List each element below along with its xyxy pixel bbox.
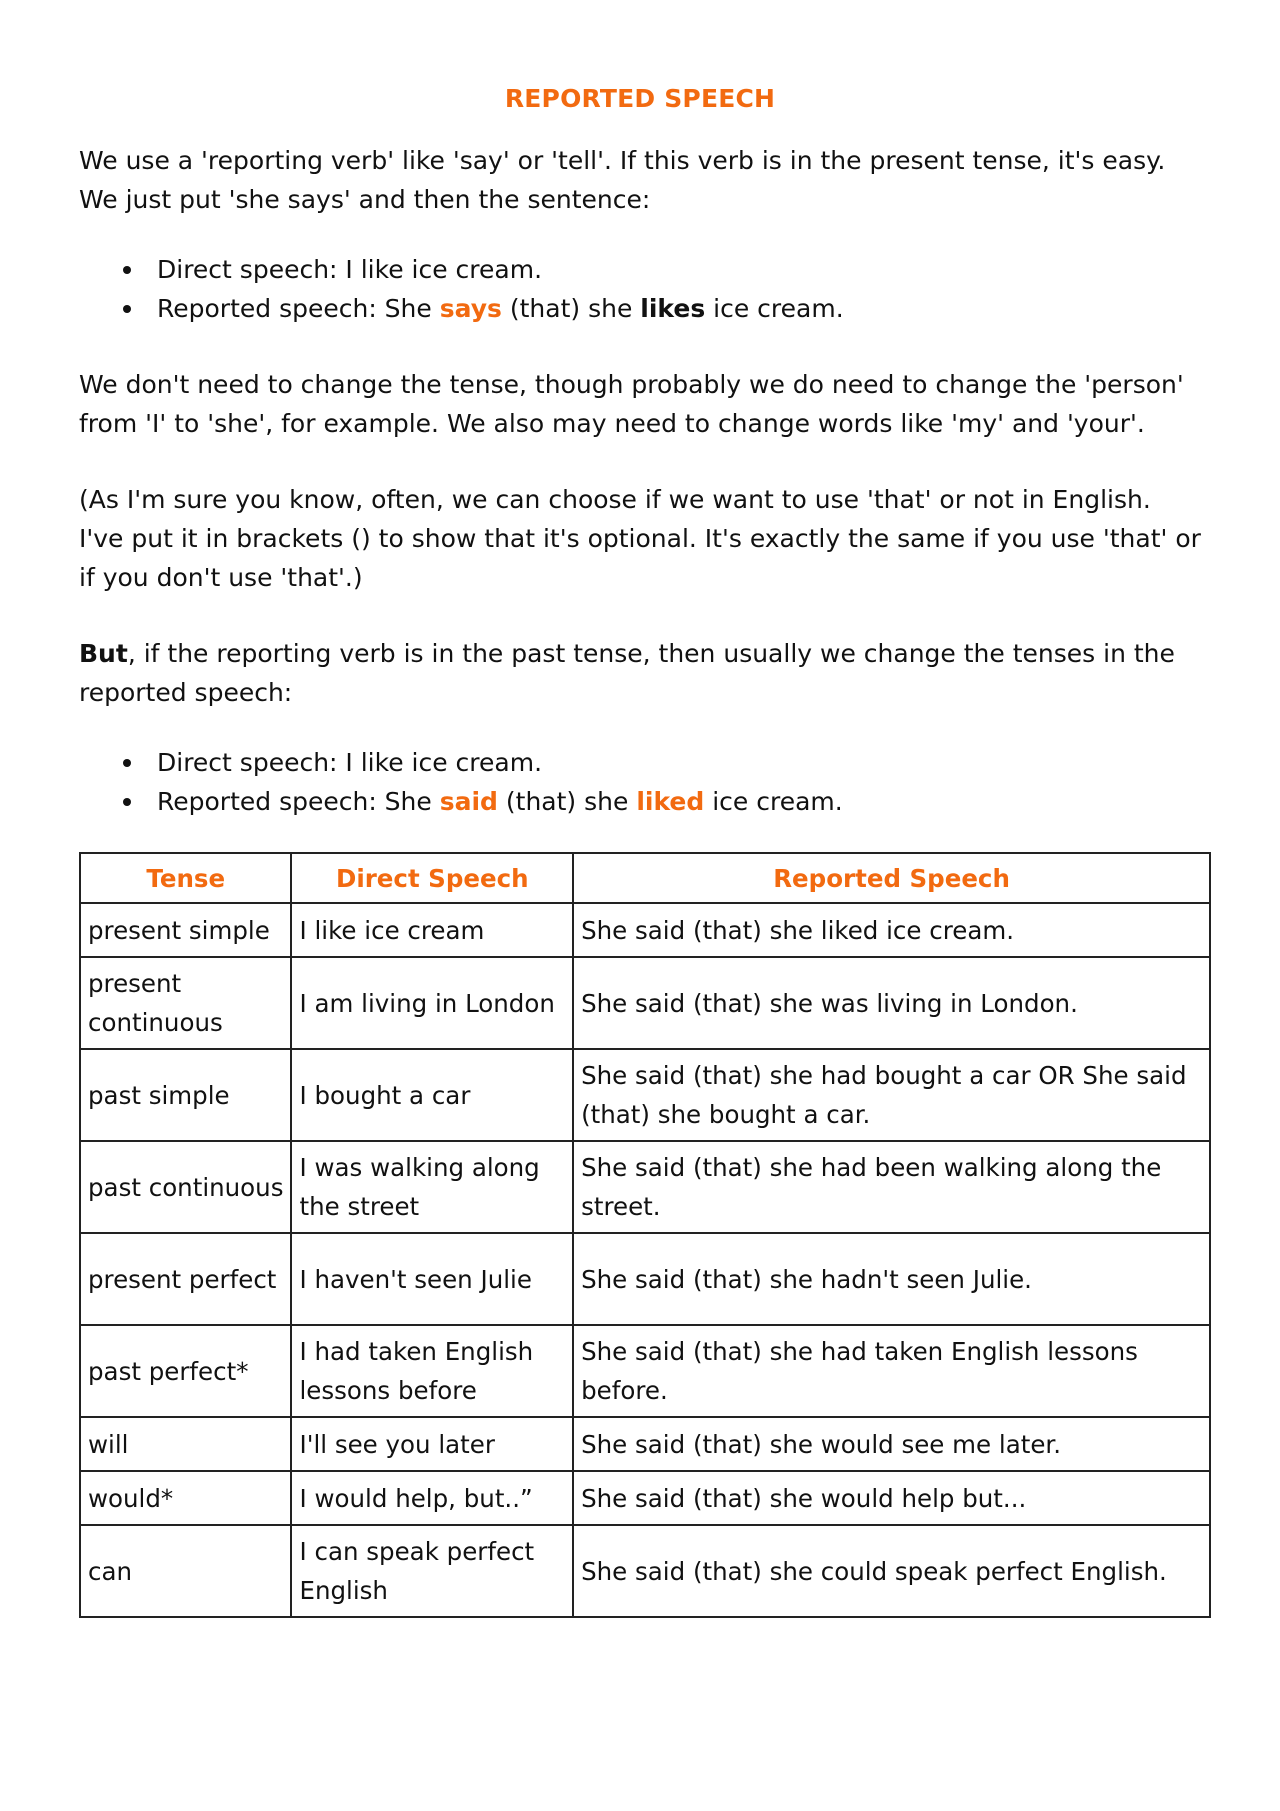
direct-cell: I had taken English lessons before [291, 1325, 573, 1417]
table-row [80, 1417, 1210, 1471]
table-row [80, 1049, 1210, 1141]
past-example-list [79, 743, 1201, 821]
reported-cell: She said (that) she would help but... [573, 1471, 1210, 1525]
list-item: Direct speech: I like ice cream. [157, 743, 1201, 782]
reported-cell: She said (that) she hadn't seen Julie. [573, 1233, 1210, 1325]
reported-cell: She said (that) she could speak perfect English. [573, 1525, 1210, 1617]
tense-cell: present continuous [80, 957, 291, 1049]
list-item: Reported speech: She said (that) she liked ice cream. [157, 782, 1201, 821]
table-row [80, 957, 1210, 1049]
that-note-paragraph: (As I'm sure you know, often, we can choose if we want to use 'that' or not in English. I've put it in brackets () to show that it's optional. It's exactly the same if you use 'that' or if you don't use 'that'.) [79, 485, 1201, 592]
tense-cell: will [80, 1417, 291, 1471]
highlight-verb: says [439, 294, 502, 323]
column-header-reported: Reported Speech [573, 853, 1210, 903]
direct-cell: I'll see you later [291, 1417, 573, 1471]
reported-cell: She said (that) she would see me later. [573, 1417, 1210, 1471]
column-header-direct: Direct Speech [291, 853, 573, 903]
tense-table [79, 852, 1211, 1618]
table-header-row [80, 853, 1210, 903]
reported-cell: She said (that) she had been walking along the street. [573, 1141, 1210, 1233]
direct-cell: I am living in London [291, 957, 573, 1049]
direct-cell: I like ice cream [291, 903, 573, 957]
tense-cell: can [80, 1525, 291, 1617]
list-item: Direct speech: I like ice cream. [157, 250, 1201, 289]
table-row [80, 1233, 1210, 1325]
reported-cell: She said (that) she liked ice cream. [573, 903, 1210, 957]
page-title: REPORTED SPEECH [504, 84, 776, 113]
highlight-verb: said [439, 787, 498, 816]
present-example-list [79, 250, 1201, 328]
tense-cell: present simple [80, 903, 291, 957]
reported-cell: She said (that) she was living in London. [573, 957, 1210, 1049]
direct-cell: I would help, but..” [291, 1471, 573, 1525]
past-tense-paragraph: But, if the reporting verb is in the past tense, then usually we change the tenses in the reported speech: [79, 639, 1175, 707]
list-item: Reported speech: She says (that) she likes ice cream. [157, 289, 1201, 328]
bold-verb: likes [640, 294, 706, 323]
reported-cell: She said (that) she had bought a car OR She said (that) she bought a car. [573, 1049, 1210, 1141]
table-row [80, 1471, 1210, 1525]
intro-paragraph: We use a 'reporting verb' like 'say' or 'tell'. If this verb is in the present tense, it's easy. We just put 'she says' and then the sentence: [79, 146, 1166, 214]
table-row [80, 1525, 1210, 1617]
reported-cell: She said (that) she had taken English lessons before. [573, 1325, 1210, 1417]
direct-cell: I haven't seen Julie [291, 1233, 573, 1325]
table-row [80, 1141, 1210, 1233]
tense-cell: past continuous [80, 1141, 291, 1233]
tense-cell: present perfect [80, 1233, 291, 1325]
column-header-tense: Tense [80, 853, 291, 903]
tense-cell: would* [80, 1471, 291, 1525]
direct-cell: I bought a car [291, 1049, 573, 1141]
tense-note-paragraph: We don't need to change the tense, though probably we do need to change the 'person' from 'I' to 'she', for example. We also may need to change words like 'my' and 'your'. [79, 370, 1184, 438]
highlight-verb: liked [636, 787, 705, 816]
bold-but: But [79, 639, 128, 668]
tense-cell: past simple [80, 1049, 291, 1141]
direct-cell: I can speak perfect English [291, 1525, 573, 1617]
table-row [80, 1325, 1210, 1417]
direct-cell: I was walking along the street [291, 1141, 573, 1233]
tense-cell: past perfect* [80, 1325, 291, 1417]
table-row [80, 903, 1210, 957]
